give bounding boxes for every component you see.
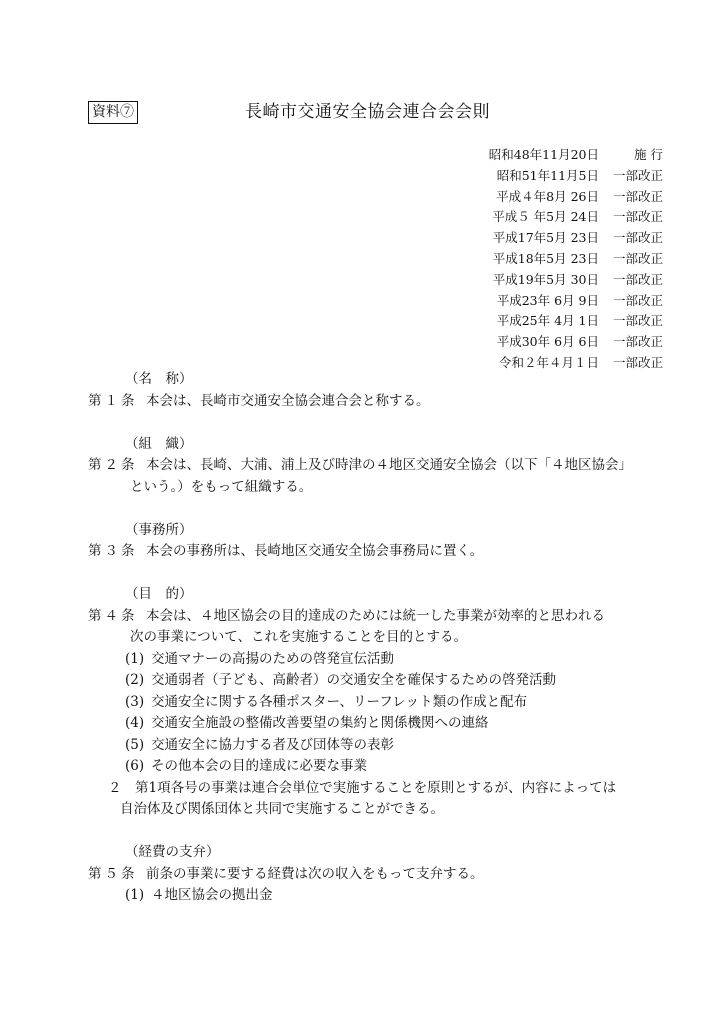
history-date: 平成25年 4月 1日 — [496, 313, 599, 329]
article-5-heading: （経費の支弁） — [125, 844, 220, 860]
article-1-text: 本会は、長崎市交通安全協会連合会と称する。 — [146, 392, 430, 409]
article-2 — [88, 455, 688, 477]
history-action: 一部改正 — [612, 313, 663, 329]
rules-body — [88, 369, 688, 907]
history-action: 一部改正 — [612, 292, 663, 308]
history-date: 令和２年４月１日 — [498, 354, 599, 370]
list-item — [88, 713, 688, 735]
history-row — [463, 291, 663, 312]
history-date: 平成30年 6月 6日 — [496, 334, 599, 350]
item-number: (1) — [125, 887, 145, 903]
article-4-number: 第４条 — [88, 607, 138, 624]
item-number: (3) — [125, 693, 145, 710]
article-2-text: 本会は、長崎、大浦、浦上及び時津の４地区交通安全協会（以下「４地区協会」 — [146, 457, 632, 473]
history-date: 平成19年5月 30日 — [492, 271, 599, 287]
spacer — [88, 498, 688, 520]
item-text: 交通マナーの高揚のための啓発宣伝活動 — [151, 650, 394, 667]
item-number: (6) — [125, 758, 145, 774]
history-action: 施 行 — [634, 147, 663, 162]
article-4 — [88, 606, 688, 628]
item-number: (2) — [125, 672, 145, 688]
history-action: 一部改正 — [612, 230, 663, 246]
document-title: 長崎市交通安全協会連合会会則 — [245, 102, 490, 122]
history-row — [463, 166, 663, 187]
history-action: 一部改正 — [612, 354, 663, 370]
article-3-heading: （事務所） — [125, 521, 193, 538]
article-5-text: 前条の事業に要する経費は次の収入をもって支弁する。 — [146, 865, 484, 882]
history-date: 昭和51年11月5日 — [496, 167, 599, 183]
article-5-number: 第５条 — [88, 865, 138, 882]
history-date: 平成23年 6月 9日 — [496, 292, 599, 308]
spacer — [88, 563, 688, 585]
spacer — [88, 412, 688, 434]
history-action: 一部改正 — [612, 167, 663, 183]
article-5 — [88, 864, 688, 886]
item-text: 交通安全施設の整備改善要望の集約と関係機関への連絡 — [151, 715, 489, 731]
history-date: 平成４年8月 26日 — [496, 188, 599, 204]
item-number: (5) — [125, 736, 145, 753]
list-item — [88, 649, 688, 671]
article-2-heading: （組 織） — [125, 435, 193, 452]
list-item — [88, 885, 688, 907]
history-row — [463, 145, 663, 166]
article-1 — [88, 391, 688, 413]
article-3-number: 第３条 — [88, 543, 138, 559]
article-1-heading: （名 称） — [125, 371, 193, 387]
history-date: 平成18年5月 23日 — [492, 250, 599, 266]
item-text: その他本会の目的達成に必要な事業 — [151, 758, 367, 774]
history-action: 一部改正 — [612, 209, 663, 225]
history-action: 一部改正 — [612, 334, 663, 350]
history-date: 昭和48年11月20日 — [488, 147, 599, 162]
article-4-paragraph-2: ２ 第1項各号の事業は連合会単位で実施することを原則とするが、内容によっては — [108, 779, 617, 796]
history-row — [463, 311, 663, 332]
item-number: (4) — [125, 715, 145, 731]
item-text: 交通安全に関する各種ポスター、リーフレット類の作成と配布 — [151, 693, 528, 710]
spacer — [88, 821, 688, 843]
article-1-number: 第１条 — [88, 392, 138, 409]
article-4-continuation: 次の事業について、これを実施することを目的とする。 — [130, 629, 467, 645]
article-3 — [88, 541, 688, 563]
history-row — [463, 270, 663, 291]
history-row — [463, 187, 663, 208]
article-4-paragraph-2-continuation: 自治体及び関係団体と共同で実施することができる。 — [120, 801, 444, 817]
history-row — [463, 207, 663, 228]
article-2-continuation: という。）をもって組織する。 — [130, 478, 313, 495]
article-2-number: 第２条 — [88, 457, 138, 473]
item-text: 交通弱者（子ども、高齢者）の交通安全を確保するための啓発活動 — [151, 672, 556, 688]
history-date: 平成17年5月 23日 — [492, 230, 599, 246]
history-row — [463, 332, 663, 353]
list-item — [88, 670, 688, 692]
article-3-text: 本会の事務所は、長崎地区交通安全協会事務局に置く。 — [146, 543, 484, 559]
history-row — [463, 228, 663, 249]
article-4-heading: （目 的） — [125, 586, 193, 602]
item-number: (1) — [125, 650, 145, 667]
document-label: 資料⑦ — [88, 101, 138, 124]
list-item — [88, 756, 688, 778]
item-text: 交通安全に協力する者及び団体等の表彰 — [151, 736, 394, 753]
history-action: 一部改正 — [612, 188, 663, 204]
article-4-text: 本会は、４地区協会の目的達成のためには統一した事業が効率的と思われる — [146, 607, 605, 624]
item-text: ４地区協会の拠出金 — [151, 887, 273, 903]
history-action: 一部改正 — [612, 250, 663, 266]
list-item — [88, 692, 688, 714]
history-action: 一部改正 — [612, 271, 663, 287]
history-row — [463, 249, 663, 270]
list-item — [88, 735, 688, 757]
history-date: 平成５ 年5月 24日 — [492, 209, 599, 225]
amendment-history — [463, 145, 663, 374]
